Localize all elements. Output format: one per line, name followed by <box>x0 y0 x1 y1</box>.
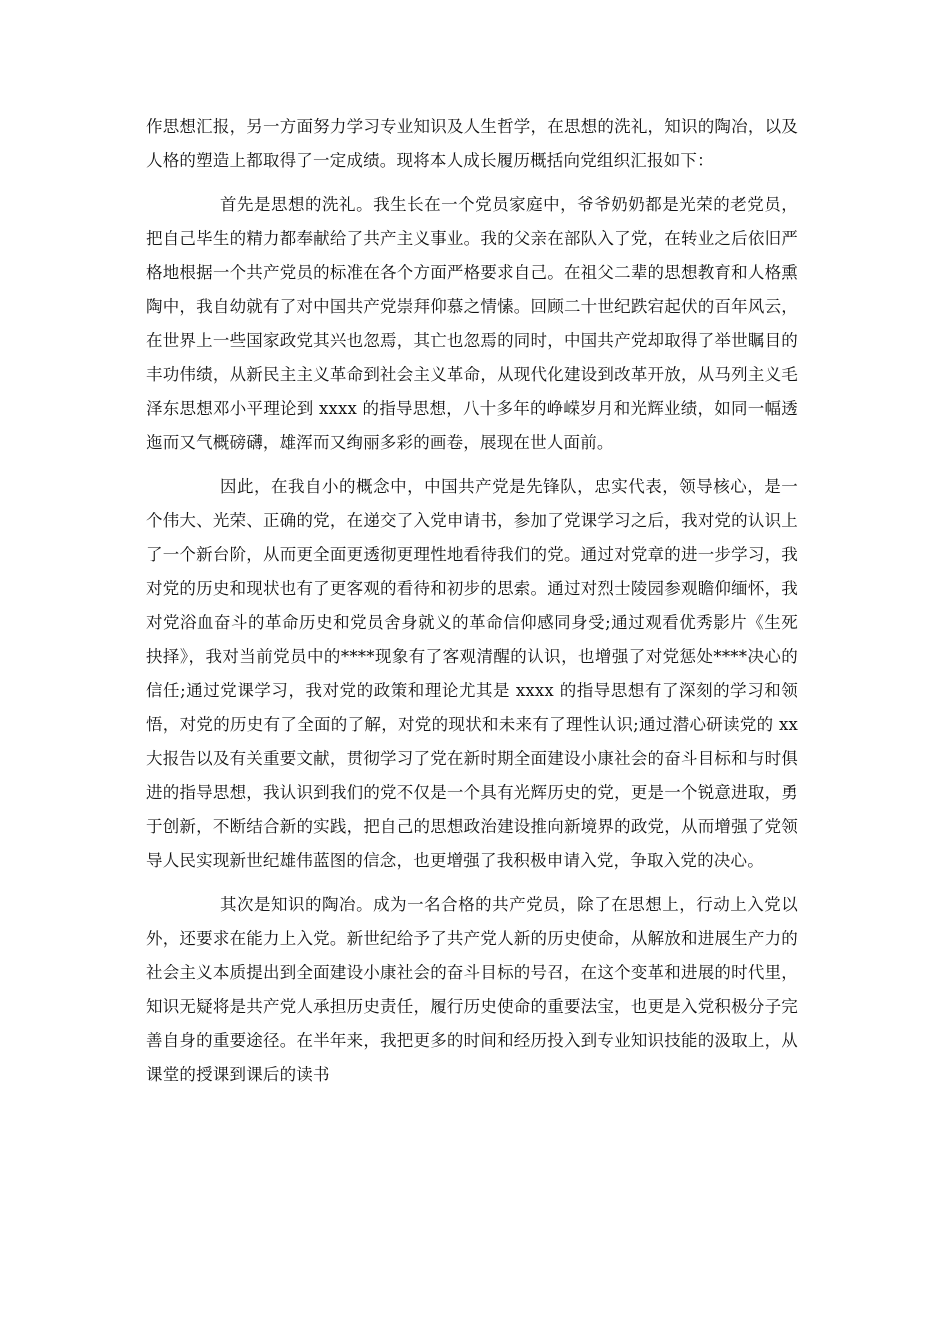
paragraph-intro-continued: 作思想汇报，另一方面努力学习专业知识及人生哲学，在思想的洗礼，知识的陶冶，以及人格的塑造上都取得了一定成绩。现将本人成长履历概括向党组织汇报如下： <box>146 117 798 170</box>
document-body <box>146 110 798 1092</box>
paragraph-knowledge-cultivation: 其次是知识的陶冶。成为一名合格的共产党员，除了在思想上，行动上入党以外，还要求在能力上入党。新世纪给予了共产党人新的历史使命，从解放和进展生产力的社会主义本质提出到全面建设小康社会的奋斗目标的号召，在这个变革和进展的时代里，知识无疑将是共产党人承担历史责任，履行历史使命的重要法宝，也更是入党积极分子完善自身的重要途径。在半年来，我把更多的时间和经历投入到专业知识技能的汲取上，从课堂的授课到课后的读书 <box>146 895 798 1084</box>
paragraph-ideological-baptism: 首先是思想的洗礼。我生长在一个党员家庭中，爷爷奶奶都是光荣的老党员，把自己毕生的精力都奉献给了共产主义事业。我的父亲在部队入了党，在转业之后依旧严格地根据一个共产党员的标准在各个方面严格要求自己。在祖父二辈的思想教育和人格熏陶中，我自幼就有了对中国共产党崇拜仰慕之情愫。回顾二十世纪跌宕起伏的百年风云，在世界上一些国家政党其兴也忽焉，其亡也忽焉的同时，中国共产党却取得了举世瞩目的丰功伟绩，从新民主主义革命到社会主义革命，从现代化建设到改革开放，从马列主义毛泽东思想邓小平理论到 xxxx 的指导思想，八十多年的峥嵘岁月和光辉业绩，如同一幅透迤而又气概磅礴，雄浑而又绚丽多彩的画卷，展现在世人面前。 <box>146 195 798 452</box>
paragraph-understanding-of-party: 因此，在我自小的概念中，中国共产党是先锋队，忠实代表，领导核心，是一个伟大、光荣、正确的党，在递交了入党申请书，参加了党课学习之后，我对党的认识上了一个新台阶，从而更全面更透彻更理性地看待我们的党。通过对党章的进一步学习，我对党的历史和现状也有了更客观的看待和初步的思索。通过对烈士陵园参观瞻仰缅怀，我对党浴血奋斗的革命历史和党员舍身就义的革命信仰感同身受;通过观看优秀影片《生死抉择》，我对当前党员中的****现象有了客观清醒的认识，也增强了对党惩处****决心的信任;通过党课学习，我对党的政策和理论尤其是 xxxx 的指导思想有了深刻的学习和领悟，对党的历史有了全面的了解，对党的现状和未来有了理性认识;通过潜心研读党的 xx 大报告以及有关重要文献，贯彻学习了党在新时期全面建设小康社会的奋斗目标和与时俱进的指导思想，我认识到我们的党不仅是一个具有光辉历史的党，更是一个锐意进取，勇于创新，不断结合新的实践，把自己的思想政治建设推向新境界的政党，从而增强了党领导人民实现新世纪雄伟蓝图的信念，也更增强了我积极申请入党，争取入党的决心。 <box>146 477 798 870</box>
